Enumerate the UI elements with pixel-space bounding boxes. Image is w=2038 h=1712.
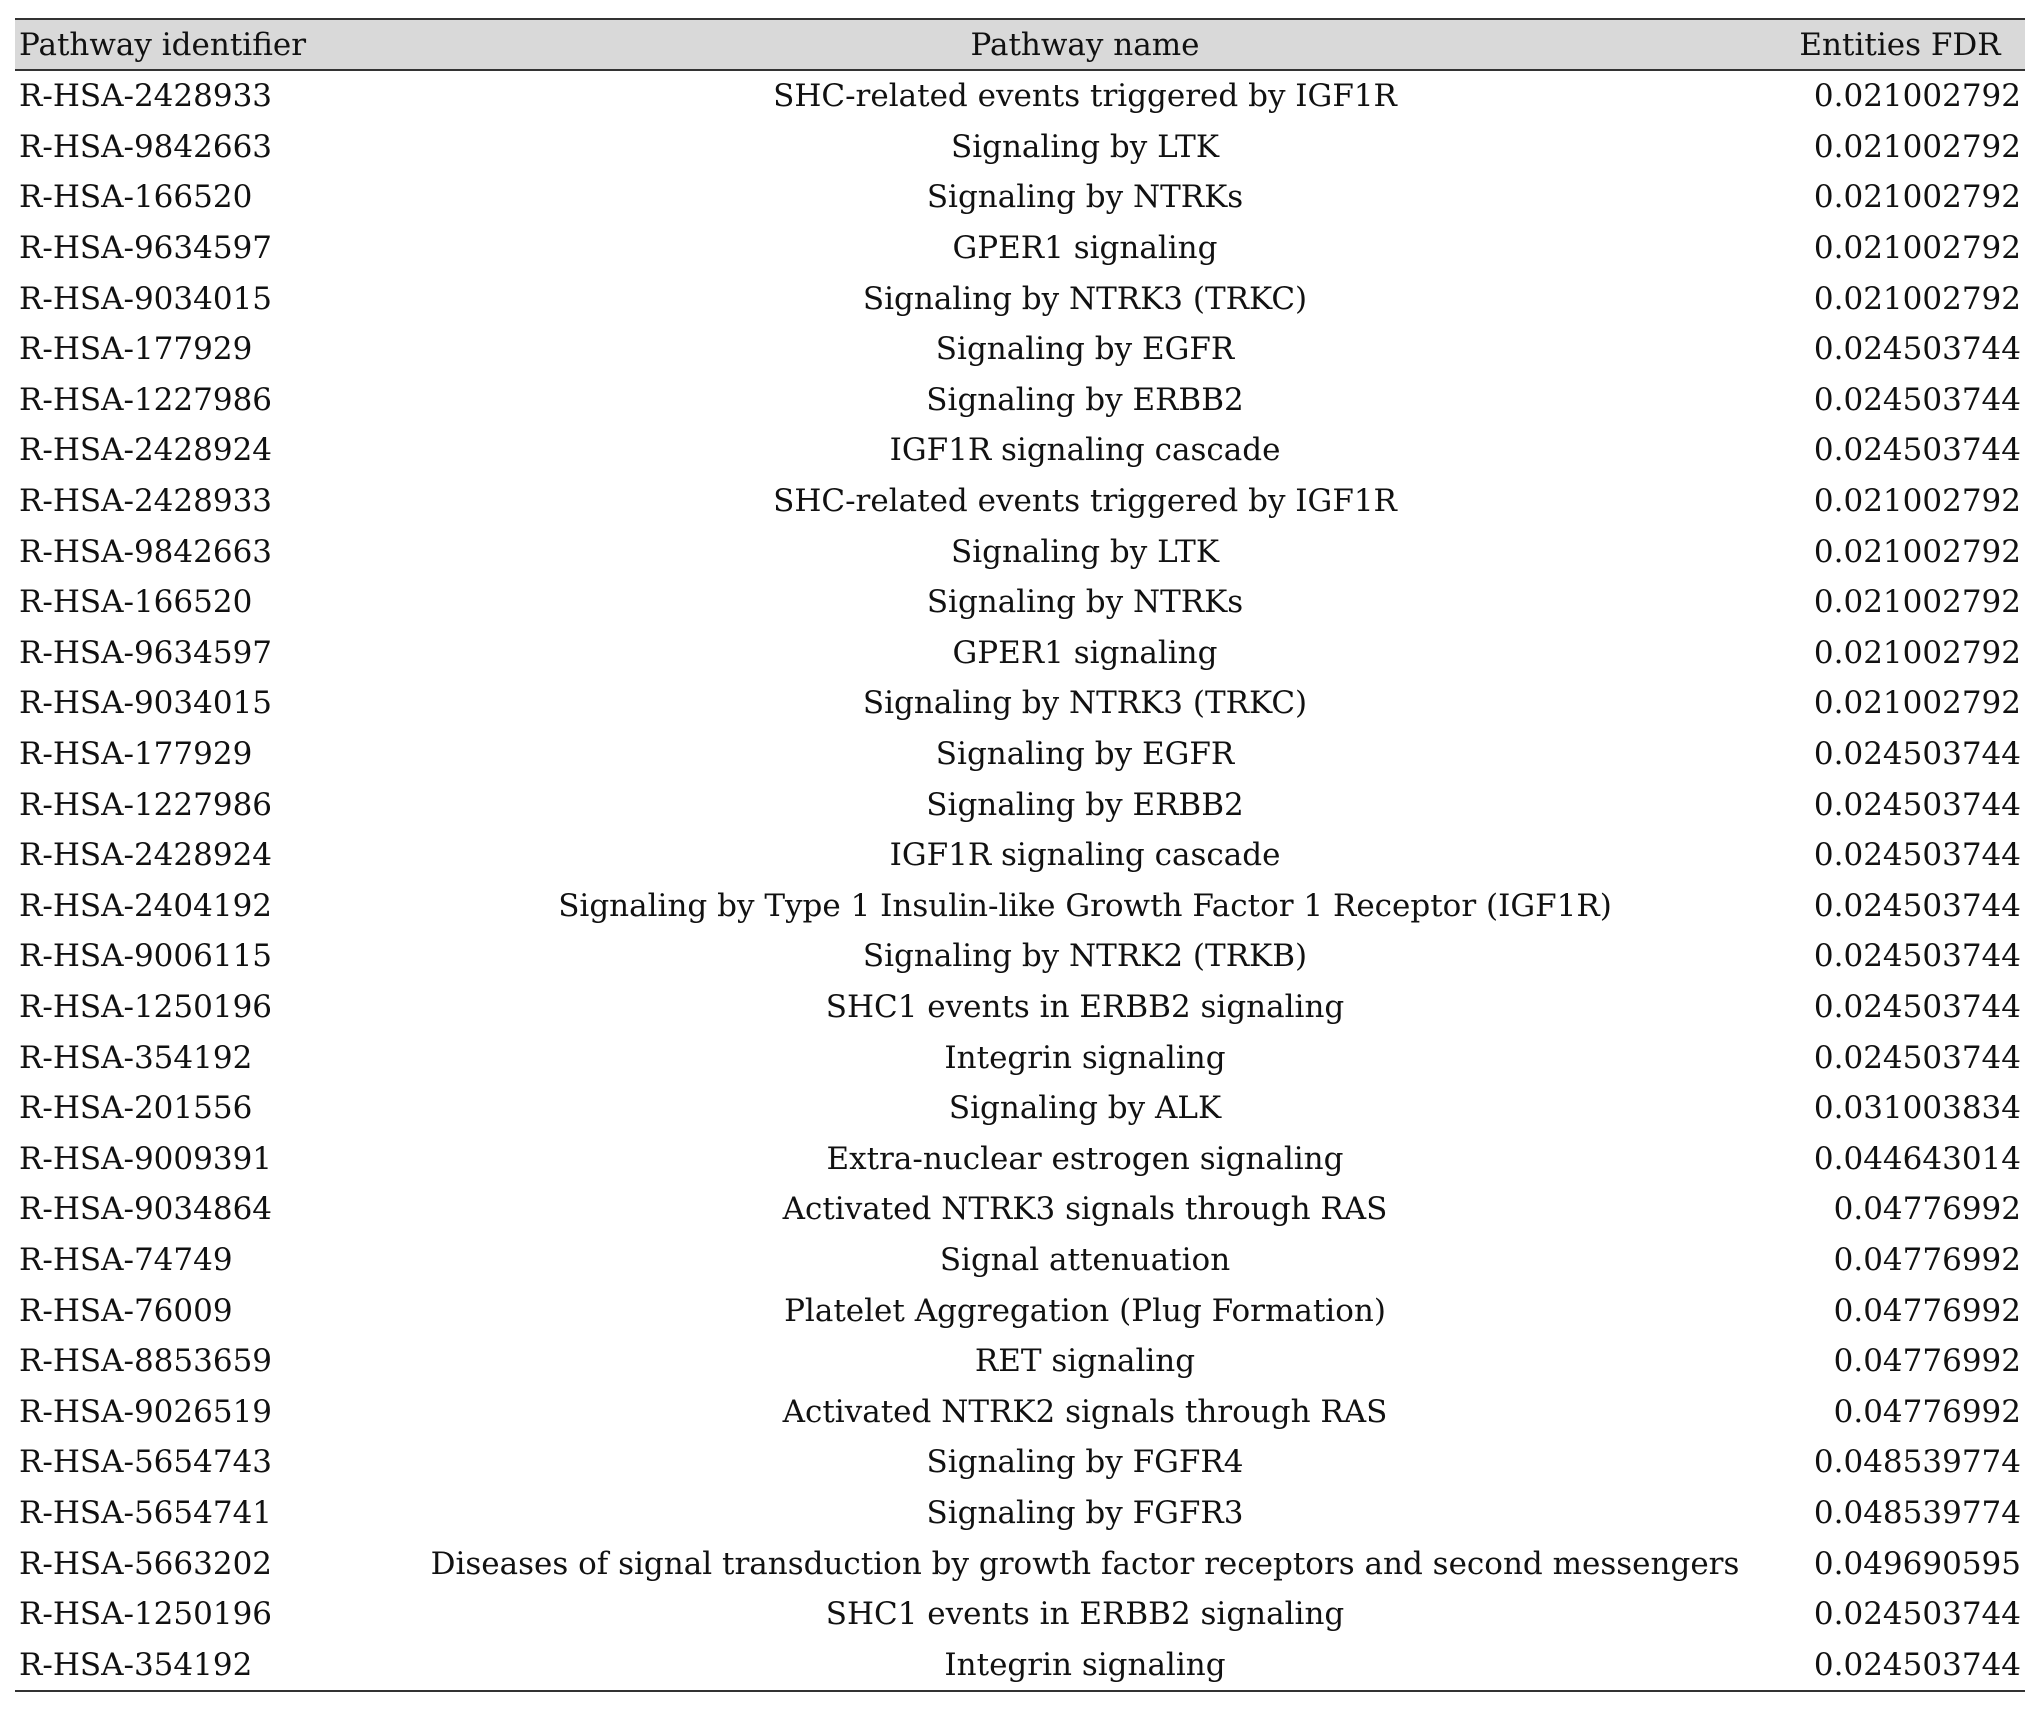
pathway-identifier-cell: R-HSA-76009 <box>19 1292 233 1329</box>
entities-fdr-cell: 0.021002792 <box>1813 230 2021 267</box>
entities-fdr-cell: 0.021002792 <box>1813 685 2021 722</box>
table-row <box>15 273 2025 324</box>
entities-fdr-cell: 0.021002792 <box>1813 78 2021 115</box>
pathway-identifier-cell: R-HSA-5654741 <box>19 1494 273 1531</box>
entities-fdr-cell: 0.024503744 <box>1813 381 2021 418</box>
table-row <box>15 729 2025 780</box>
pathway-name-cell: GPER1 signaling <box>952 230 1218 267</box>
pathway-name-cell: Signaling by EGFR <box>935 736 1235 773</box>
pathway-identifier-cell: R-HSA-5663202 <box>19 1545 273 1582</box>
pathway-name-cell: Diseases of signal transduction by growth factor receptors and second messengers <box>430 1545 1740 1582</box>
pathway-identifier-cell: R-HSA-9006115 <box>19 938 273 975</box>
table-row <box>15 223 2025 274</box>
table-row <box>15 628 2025 679</box>
table-row <box>15 1488 2025 1539</box>
entities-fdr-cell: 0.048539774 <box>1813 1494 2021 1531</box>
table-row <box>15 70 2025 122</box>
pathway-identifier-cell: R-HSA-74749 <box>19 1241 233 1278</box>
entities-fdr-cell: 0.024503744 <box>1813 736 2021 773</box>
pathway-name-cell: Signaling by NTRK3 (TRKC) <box>862 280 1308 317</box>
pathway-identifier-cell: R-HSA-8853659 <box>19 1343 273 1380</box>
pathway-name-cell: Signaling by FGFR3 <box>926 1494 1244 1531</box>
table-row <box>15 931 2025 982</box>
table-row <box>15 324 2025 375</box>
pathway-identifier-cell: R-HSA-2428933 <box>19 483 273 520</box>
entities-fdr-cell: 0.024503744 <box>1813 887 2021 924</box>
entities-fdr-cell: 0.024503744 <box>1813 988 2021 1025</box>
pathway-name-cell: IGF1R signaling cascade <box>889 432 1281 469</box>
entities-fdr-cell: 0.021002792 <box>1813 533 2021 570</box>
pathway-identifier-cell: R-HSA-9634597 <box>19 230 273 267</box>
entities-fdr-cell: 0.021002792 <box>1813 128 2021 165</box>
pathway-identifier-cell: R-HSA-354192 <box>15 1639 395 1691</box>
pathway-identifier-cell: R-HSA-5654743 <box>19 1444 273 1481</box>
table-row <box>15 1235 2025 1286</box>
entities-fdr-cell: 0.024503744 <box>1813 1039 2021 1076</box>
entities-fdr-cell: 0.04776992 <box>1833 1191 2021 1228</box>
pathway-identifier-cell: R-HSA-9842663 <box>19 533 273 570</box>
table-row <box>15 1184 2025 1235</box>
pathway-name-cell: RET signaling <box>974 1343 1196 1380</box>
table-row <box>15 425 2025 476</box>
pathway-identifier-cell: R-HSA-9842663 <box>19 128 273 165</box>
table-row <box>15 1589 2025 1640</box>
entities-fdr-cell: 0.049690595 <box>1813 1545 2021 1582</box>
pathway-name-cell: Signaling by LTK <box>950 128 1220 165</box>
pathway-identifier-cell: R-HSA-201556 <box>19 1090 253 1127</box>
pathway-name-cell: Signaling by NTRK2 (TRKB) <box>862 938 1308 975</box>
table-header <box>15 19 2025 70</box>
header-row <box>15 19 2025 70</box>
entities-fdr-cell: 0.021002792 <box>1813 280 2021 317</box>
table-row <box>15 1437 2025 1488</box>
pathway-identifier-cell: R-HSA-177929 <box>19 331 253 368</box>
table-row <box>15 830 2025 881</box>
table-row <box>15 1083 2025 1134</box>
entities-fdr-cell: 0.044643014 <box>1813 1140 2021 1177</box>
pathway-identifier-cell: R-HSA-166520 <box>19 179 253 216</box>
table-row <box>15 1336 2025 1387</box>
header-pathway-identifier: Pathway identifier <box>15 19 395 70</box>
pathway-name-cell: Activated NTRK2 signals through RAS <box>782 1393 1388 1430</box>
entities-fdr-cell: 0.021002792 <box>1813 634 2021 671</box>
table-row <box>15 881 2025 932</box>
pathway-identifier-cell: R-HSA-1250196 <box>19 1596 273 1633</box>
pathway-name-cell: Platelet Aggregation (Plug Formation) <box>784 1292 1386 1329</box>
entities-fdr-cell: 0.04776992 <box>1833 1292 2021 1329</box>
entities-fdr-cell: 0.024503744 <box>1813 786 2021 823</box>
pathway-name-cell: Signaling by ERBB2 <box>926 786 1244 823</box>
entities-fdr-cell: 0.024503744 <box>1813 837 2021 874</box>
table-row <box>15 1032 2025 1083</box>
pathway-identifier-cell: R-HSA-2428924 <box>19 432 273 469</box>
pathway-name-cell: Signaling by NTRKs <box>926 179 1244 216</box>
entities-fdr-cell: 0.024503744 <box>1775 1639 2025 1691</box>
pathway-name-cell: IGF1R signaling cascade <box>889 837 1281 874</box>
pathway-identifier-cell: R-HSA-2404192 <box>19 887 273 924</box>
pathway-identifier-cell: R-HSA-177929 <box>19 736 253 773</box>
pathway-name-cell: Signaling by ERBB2 <box>926 381 1244 418</box>
pathway-identifier-cell: R-HSA-2428933 <box>19 78 273 115</box>
table-row <box>15 577 2025 628</box>
pathway-name-cell: SHC1 events in ERBB2 signaling <box>825 1596 1345 1633</box>
entities-fdr-cell: 0.04776992 <box>1833 1393 2021 1430</box>
pathway-identifier-cell: R-HSA-9634597 <box>19 634 273 671</box>
table-row <box>15 476 2025 527</box>
pathway-name-cell: Signaling by NTRKs <box>926 584 1244 621</box>
table-body <box>15 70 2025 1691</box>
header-pathway-name: Pathway name <box>395 19 1775 70</box>
entities-fdr-cell: 0.024503744 <box>1813 1596 2021 1633</box>
table-row <box>15 1386 2025 1437</box>
entities-fdr-cell: 0.031003834 <box>1813 1090 2021 1127</box>
table-row <box>15 1285 2025 1336</box>
entities-fdr-cell: 0.04776992 <box>1833 1343 2021 1380</box>
pathway-identifier-cell: R-HSA-9034864 <box>19 1191 273 1228</box>
table-row <box>15 779 2025 830</box>
pathway-name-cell: Signaling by ALK <box>948 1090 1222 1127</box>
pathway-name-cell: Signaling by FGFR4 <box>926 1444 1244 1481</box>
entities-fdr-cell: 0.024503744 <box>1813 938 2021 975</box>
pathway-identifier-cell: R-HSA-9034015 <box>19 685 273 722</box>
pathway-identifier-cell: R-HSA-2428924 <box>19 837 273 874</box>
entities-fdr-cell: 0.048539774 <box>1813 1444 2021 1481</box>
pathway-name-cell: SHC-related events triggered by IGF1R <box>773 483 1397 520</box>
pathway-name-cell: Signaling by Type 1 Insulin-like Growth Factor 1 Receptor (IGF1R) <box>558 887 1612 924</box>
pathway-name-cell: Signaling by NTRK3 (TRKC) <box>862 685 1308 722</box>
pathway-identifier-cell: R-HSA-9009391 <box>19 1140 273 1177</box>
pathway-name-cell: Signaling by LTK <box>950 533 1220 570</box>
table-row <box>15 526 2025 577</box>
pathway-name-cell: Activated NTRK3 signals through RAS <box>782 1191 1388 1228</box>
pathway-name-cell: Extra-nuclear estrogen signaling <box>826 1140 1344 1177</box>
table-row <box>15 1133 2025 1184</box>
table-row <box>15 982 2025 1033</box>
header-entities-fdr: Entities FDR <box>1775 19 2025 70</box>
entities-fdr-cell: 0.024503744 <box>1813 331 2021 368</box>
pathway-identifier-cell: R-HSA-9026519 <box>19 1393 273 1430</box>
pathway-identifier-cell: R-HSA-9034015 <box>19 280 273 317</box>
entities-fdr-cell: 0.021002792 <box>1813 483 2021 520</box>
pathway-name-cell: GPER1 signaling <box>952 634 1218 671</box>
pathway-identifier-cell: R-HSA-354192 <box>19 1039 253 1076</box>
pathway-identifier-cell: R-HSA-1250196 <box>19 988 273 1025</box>
pathway-name-cell: Signaling by EGFR <box>935 331 1235 368</box>
table-row <box>15 122 2025 173</box>
pathway-name-cell: Signal attenuation <box>939 1241 1231 1278</box>
entities-fdr-cell: 0.021002792 <box>1813 584 2021 621</box>
table-row <box>15 1538 2025 1589</box>
table-row <box>15 172 2025 223</box>
pathway-name-cell: SHC1 events in ERBB2 signaling <box>825 988 1345 1025</box>
pathway-table <box>15 18 2025 1692</box>
table-row <box>15 375 2025 426</box>
pathway-identifier-cell: R-HSA-1227986 <box>19 786 273 823</box>
pathway-name-cell: Integrin signaling <box>944 1039 1226 1076</box>
pathway-name-cell: SHC-related events triggered by IGF1R <box>773 78 1397 115</box>
entities-fdr-cell: 0.021002792 <box>1813 179 2021 216</box>
entities-fdr-cell: 0.04776992 <box>1833 1241 2021 1278</box>
table-row <box>15 678 2025 729</box>
pathway-identifier-cell: R-HSA-1227986 <box>19 381 273 418</box>
table-row <box>15 1639 2025 1691</box>
entities-fdr-cell: 0.024503744 <box>1813 432 2021 469</box>
pathway-name-cell: Integrin signaling <box>395 1639 1775 1691</box>
pathway-identifier-cell: R-HSA-166520 <box>19 584 253 621</box>
